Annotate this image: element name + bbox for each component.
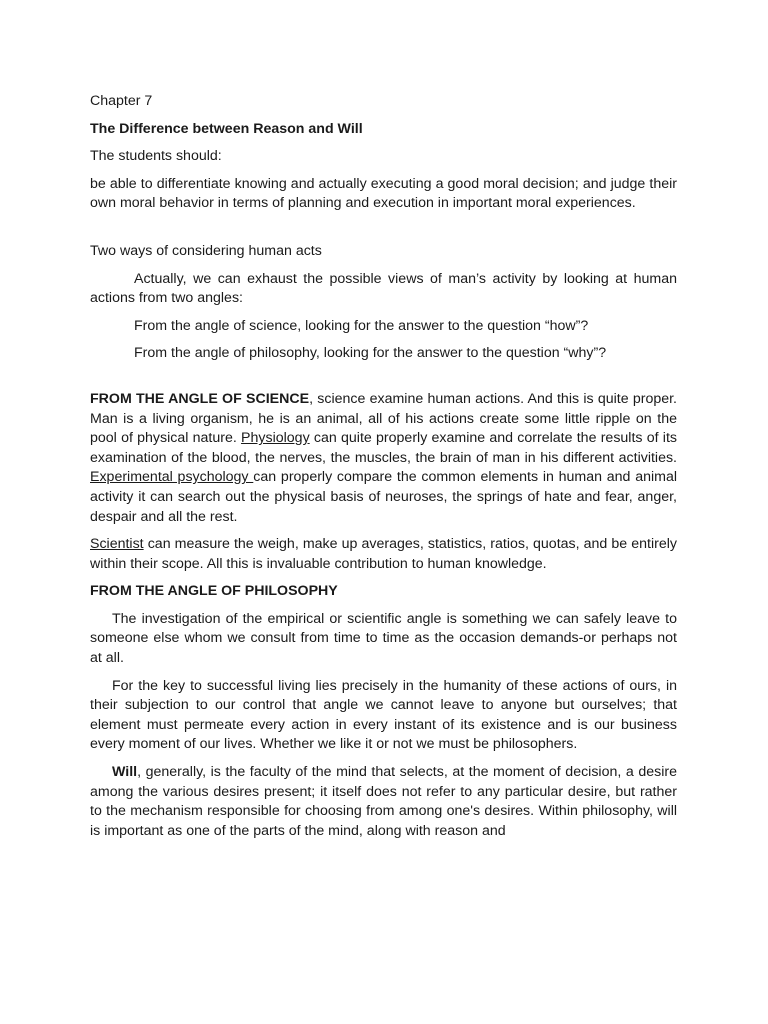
- science-text-1: , science examine human actions. And this is quite proper. Man is a living organism, he is an animal, all of his actions create some little ripple on the pool of physical nature.: [90, 390, 678, 447]
- philosophy-heading: FROM THE ANGLE OF PHILOSOPHY: [90, 583, 338, 600]
- will-term: Will: [112, 764, 138, 781]
- science-heading: FROM THE ANGLE OF SCIENCE: [90, 390, 310, 407]
- angle-science-item: From the angle of science, looking for the answer to the question “how”?: [134, 317, 589, 334]
- angle-philosophy-item: From the angle of philosophy, looking for the answer to the question “why”?: [134, 345, 607, 362]
- physiology-term: Physiology: [241, 430, 310, 447]
- will-paragraph: [90, 763, 677, 841]
- philosophy-paragraph-2: For the key to successful living lies precisely in the humanity of these actions of ours, in their subjection to our control that angle we cannot leave to anyone but ourselves; that element must permeate every action in every instant of its existence and is our business every moment of our lives. Whether we like it or not we must be philosophers.: [90, 677, 677, 753]
- objective-text: be able to differentiate knowing and actually executing a good moral decision; and judge their own moral behavior in terms of planning and execution in important moral experiences.: [90, 175, 677, 212]
- experimental-psychology-term: Experimental psychology: [90, 469, 254, 486]
- objectives-intro: The students should:: [90, 148, 222, 165]
- scientist-paragraph: [90, 535, 677, 574]
- will-text: , generally, is the faculty of the mind that selects, at the moment of decision, a desire among the various desires present; it itself does not refer to any particular desire, but rather to the mechanism responsible for choosing from among one's desires. Within philosophy, will is important as one of the parts of the mind, along with reason and: [90, 764, 677, 839]
- science-text-2: can quite properly examine and correlate the results of its examination of the blood, the nerves, the muscles, the brain of man in his different activities.: [90, 430, 677, 466]
- scientist-text: can measure the weigh, make up averages, statistics, ratios, quotas, and be entirely within their scope. All this is invaluable contribution to human knowledge.: [90, 536, 677, 572]
- chapter-label: Chapter 7: [90, 93, 153, 109]
- science-paragraph: [90, 390, 677, 527]
- scientist-term: Scientist: [90, 536, 144, 553]
- document-page: [90, 92, 677, 841]
- section-intro-paragraph: Actually, we can exhaust the possible views of man’s activity by looking at human actions from two angles:: [90, 270, 677, 307]
- chapter-title: The Difference between Reason and Will: [90, 120, 363, 137]
- science-text-3: can properly compare the common elements in human and animal activity it can search out the physical basis of neuroses, the springs of hate and fear, anger, despair and all the rest.: [90, 469, 677, 525]
- philosophy-paragraph-1: The investigation of the empirical or scientific angle is something we can safely leave to someone else whom we consult from time to time as the occasion demands-or perhaps not at all.: [90, 610, 677, 667]
- section-heading-human-acts: Two ways of considering human acts: [90, 242, 322, 259]
